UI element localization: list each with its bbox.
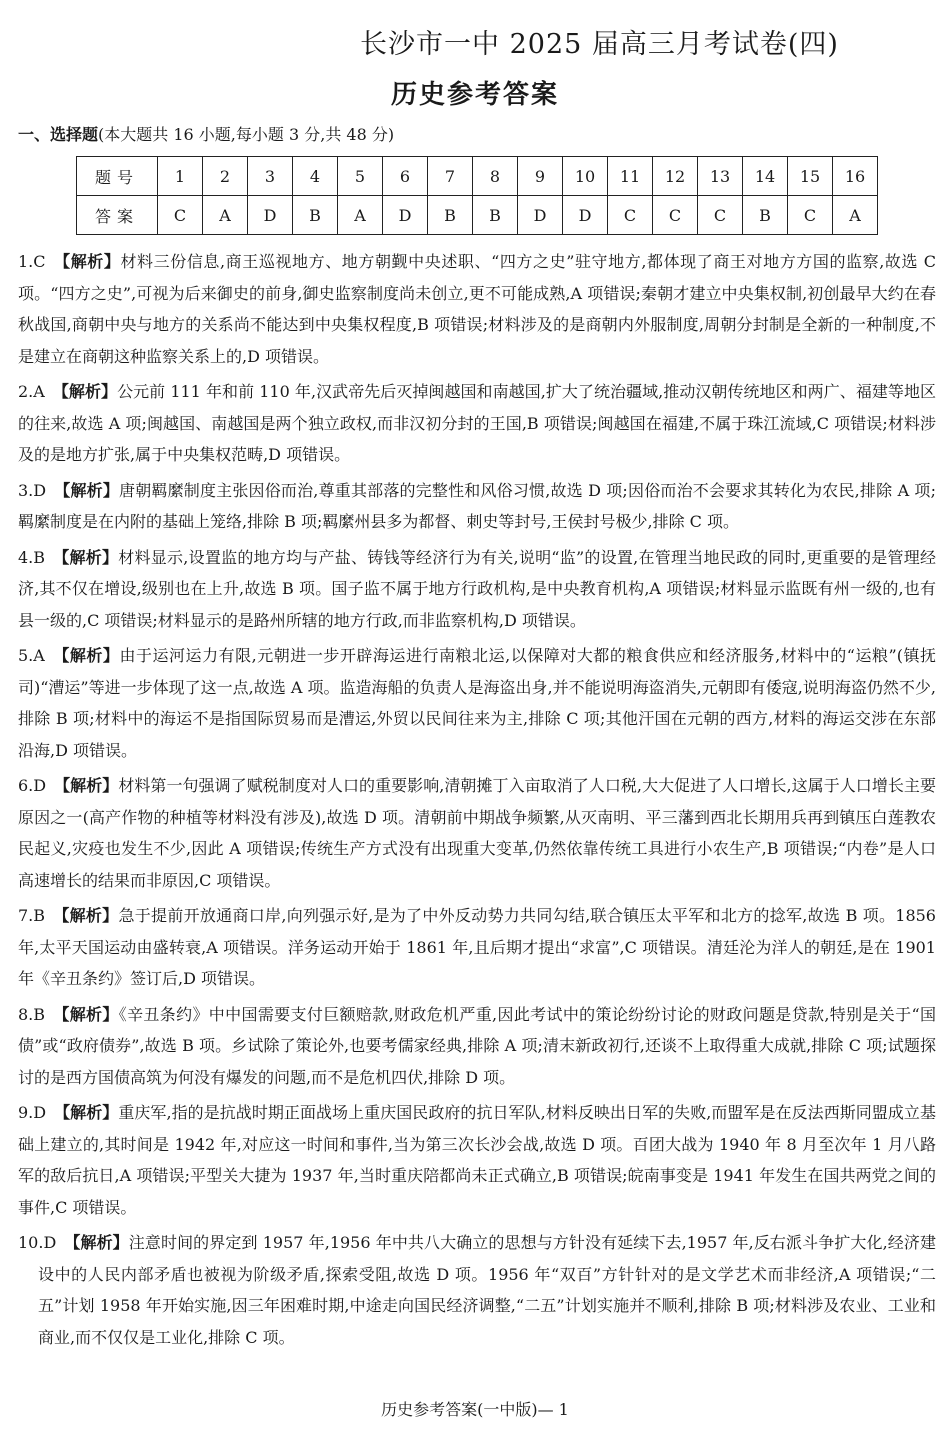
analysis-tag: 【解析】 <box>54 480 120 500</box>
item-number: 2.A <box>18 382 45 401</box>
item-text: 材料显示,设置监的地方均与产盐、铸钱等经济行为有关,说明“监”的设置,在管理当地民政的同时,更重要的是管理经济,其不仅在增设,级别也在上升,故选 B 项。国子监不属于地方行政机构,是中央教育机构,A 项错误;材料显示监既有州一级的,也有县一级的,C 项错误;材料显示的是路州所辖的地方行政,而非监察机构,D 项错误。 <box>18 547 936 630</box>
question-number: 4 <box>293 157 338 196</box>
explanation-item <box>18 999 936 1094</box>
item-number: 3.D <box>18 480 47 500</box>
question-number: 5 <box>338 157 383 196</box>
explanation-item <box>18 640 936 766</box>
answer-letter: D <box>248 196 293 235</box>
analysis-tag: 【解析】 <box>52 646 120 665</box>
item-number: 1.C <box>18 252 46 271</box>
page-footer: 历史参考答案(一中版)— 1 <box>381 1400 569 1419</box>
question-number: 6 <box>383 157 428 196</box>
item-number: 10.D <box>18 1233 57 1252</box>
question-number: 9 <box>518 157 563 196</box>
question-number: 15 <box>788 157 833 196</box>
item-text: 材料第一句强调了赋税制度对人口的重要影响,清朝摊丁入亩取消了人口税,大大促进了人口增长,这属于人口增长主要原因之一(高产作物的种植等材料没有涉及),故选 D 项。清朝前中期战争频繁,从灭南明、平三藩到西北长期用兵再到镇压白莲教农民起义,灾疫也发生不少,因此 A 项错误;传统生产方式没有出现重大变革,仍然依靠传统工具进行小农生产,B 项错误;“内卷”是人口高速增长的结果而非原因,C 项错误。 <box>18 776 936 890</box>
explanation-item <box>18 1097 936 1223</box>
explanation-item <box>18 1227 936 1353</box>
analysis-tag: 【解析】 <box>64 1233 129 1252</box>
answer-row <box>77 196 878 235</box>
answer-letter: D <box>518 196 563 235</box>
answer-letter: B <box>428 196 473 235</box>
answer-letter: B <box>473 196 518 235</box>
explanation-item <box>18 770 936 896</box>
question-number: 12 <box>653 157 698 196</box>
answer-letter: D <box>563 196 608 235</box>
question-number-row <box>77 157 878 196</box>
question-number: 7 <box>428 157 473 196</box>
analysis-tag: 【解析】 <box>53 252 121 271</box>
explanation-item <box>18 900 936 995</box>
question-number: 3 <box>248 157 293 196</box>
item-number: 5.A <box>18 646 45 665</box>
question-number: 1 <box>158 157 203 196</box>
exam-title: 长沙市一中 2025 届高三月考试卷(四) <box>360 29 839 60</box>
question-number: 2 <box>203 157 248 196</box>
analysis-tag: 【解析】 <box>53 547 119 567</box>
analysis-tag: 【解析】 <box>52 382 118 401</box>
section-title: 一、选择题 <box>18 125 99 144</box>
explanation-item <box>18 475 936 538</box>
analysis-tag: 【解析】 <box>53 906 119 925</box>
question-number: 8 <box>473 157 518 196</box>
item-number: 7.B <box>18 906 46 925</box>
answer-letter: C <box>158 196 203 235</box>
explanation-item <box>18 246 936 372</box>
item-text: 《辛丑条约》中中国需要支付巨额赔款,财政危机严重,因此考试中的策论纷纷讨论的财政问题是贷款,特别是关于“国债”或“政府债券”,故选 B 项。乡试除了策论外,也要考儒家经典,排除 A 项;清末新政初行,还谈不上取得重大成就,排除 C 项;试题探讨的是西方国债高筑为何没有爆发的问题,而不是危机四伏,排除 D 项。 <box>18 1004 936 1087</box>
answer-letter: A <box>338 196 383 235</box>
analysis-tag: 【解析】 <box>53 1004 119 1024</box>
answer-letter: C <box>698 196 743 235</box>
explanation-item <box>18 376 936 471</box>
document-subtitle: 历史参考答案 <box>390 80 559 110</box>
question-number: 16 <box>833 157 878 196</box>
item-text: 材料三份信息,商王巡视地方、地方朝觐中央述职、“四方之史”驻守地方,都体现了商王对地方方国的监察,故选 C 项。“四方之史”,可视为后来御史的前身,御史监察制度尚未创立,更不可能成熟,A 项错误;秦朝才建立中央集权制,初创最早大约在春秋战国,商朝中央与地方的关系尚不能达到中央集权程度,B 项错误;材料涉及的是商朝内外服制度,周朝分封制是全新的一种制度,不是建立在商朝这种监察关系上的,D 项错误。 <box>18 252 936 366</box>
row-label-answer: 答案 <box>77 196 158 235</box>
question-number: 10 <box>563 157 608 196</box>
answer-key-table <box>76 156 878 235</box>
item-number: 9.D <box>18 1103 47 1122</box>
answer-letter: C <box>653 196 698 235</box>
answer-letter: B <box>293 196 338 235</box>
answer-letter: C <box>608 196 653 235</box>
answer-letter: A <box>833 196 878 235</box>
explanation-list <box>18 246 936 1353</box>
analysis-tag: 【解析】 <box>54 1103 119 1122</box>
item-text: 公元前 111 年和前 110 年,汉武帝先后灭掉闽越国和南越国,扩大了统治疆域,推动汉朝传统地区和两广、福建等地区的往来,故选 A 项;闽越国、南越国是两个独立政权,而非汉初分封的王国,B 项错误;闽越国在福建,不属于珠江流域,C 项错误;材料涉及的是地方扩张,属于中央集权范畴,D 项错误。 <box>18 382 936 464</box>
answer-letter: C <box>788 196 833 235</box>
item-number: 8.B <box>18 1004 46 1024</box>
item-text: 由于运河运力有限,元朝进一步开辟海运进行南粮北运,以保障对大都的粮食供应和经济服务,材料中的“运粮”(镇抚司)“漕运”等进一步体现了这一点,故选 A 项。监造海船的负责人是海盗出身,并不能说明海盗消失,元朝即有倭寇,说明海盗仍然不少,排除 B 项;材料中的海运不是指国际贸易而是漕运,外贸以民间往来为主,排除 C 项;其他汗国在元朝的西方,材料的海运交涉在东部沿海,D 项错误。 <box>18 646 936 760</box>
explanation-item <box>18 542 936 637</box>
question-number: 13 <box>698 157 743 196</box>
item-text: 重庆军,指的是抗战时期正面战场上重庆国民政府的抗日军队,材料反映出日军的失败,而盟军是在反法西斯同盟成立基础上建立的,其时间是 1942 年,对应这一时间和事件,当为第三次长沙会战,故选 D 项。百团大战为 1940 年 8 月至次年 1 月八路军的敌后抗日,A 项错误;平型关大捷为 1937 年,当时重庆陪都尚未正式确立,B 项错误;皖南事变是 1941 年发生在国共两党之间的事件,C 项错误。 <box>18 1103 936 1217</box>
row-label-number: 题号 <box>77 157 158 196</box>
analysis-tag: 【解析】 <box>54 776 119 795</box>
item-text: 急于提前开放通商口岸,向列强示好,是为了中外反动势力共同勾结,联合镇压太平军和北方的捻军,故选 B 项。1856 年,太平天国运动由盛转衰,A 项错误。洋务运动开始于 1861 年,且后期才提出“求富”,C 项错误。清廷沦为洋人的朝廷,是在 1901 年《辛丑条约》签订后,D 项错误。 <box>18 906 936 988</box>
section-note: (本大题共 16 小题,每小题 3 分,共 48 分) <box>98 125 395 144</box>
item-text: 注意时间的界定到 1957 年,1956 年中共八大确立的思想与方针没有延续下去,1957 年,反右派斗争扩大化,经济建设中的人民内部矛盾也被视为阶级矛盾,探索受阻,故选 D 项。1956 年“双百”方针针对的是文学艺术而非经济,A 项错误;“二五”计划 1958 年开始实施,因三年困难时期,中途走向国民经济调整,“二五”计划实施并不顺利,排除 B 项;材料涉及农业、工业和商业,而不仅仅是工业化,排除 C 项。 <box>38 1233 936 1347</box>
answer-letter: B <box>743 196 788 235</box>
item-text: 唐朝羁縻制度主张因俗而治,尊重其部落的完整性和风俗习惯,故选 D 项;因俗而治不会要求其转化为农民,排除 A 项;羁縻制度是在内附的基础上笼络,排除 B 项;羁縻州县多为都督、刺史等封号,王侯封号极少,排除 C 项。 <box>18 480 936 531</box>
question-number: 11 <box>608 157 653 196</box>
answer-letter: D <box>383 196 428 235</box>
question-number: 14 <box>743 157 788 196</box>
item-number: 4.B <box>18 547 46 567</box>
section-heading <box>18 122 394 145</box>
answer-letter: A <box>203 196 248 235</box>
item-number: 6.D <box>18 776 47 795</box>
